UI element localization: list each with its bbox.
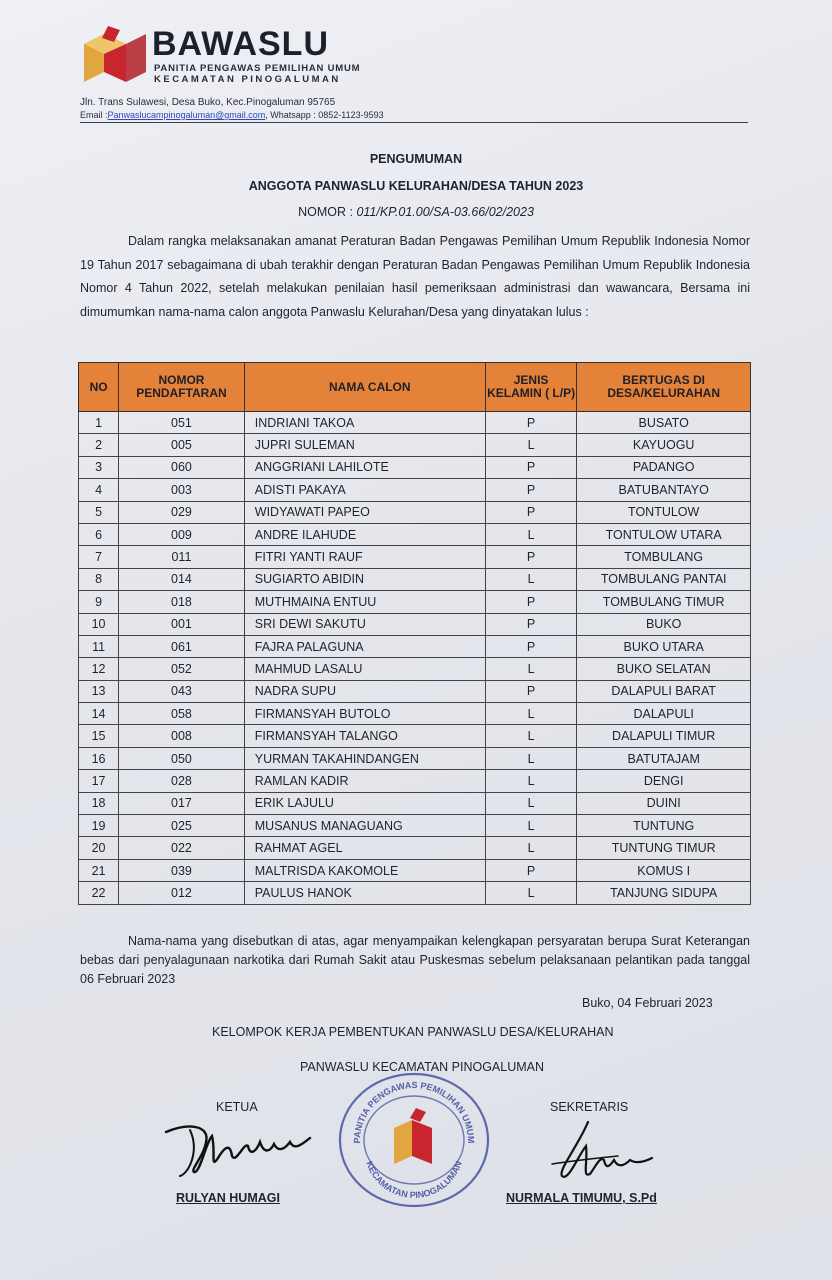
brand-subtitle-district: KECAMATAN PINOGALUMAN bbox=[154, 74, 341, 85]
cell-no: 4 bbox=[79, 479, 119, 501]
cell-no: 22 bbox=[79, 882, 119, 904]
cell-gender: L bbox=[485, 747, 577, 769]
cell-name: MALTRISDA KAKOMOLE bbox=[244, 859, 485, 881]
cell-registration: 011 bbox=[119, 546, 245, 568]
cell-no: 2 bbox=[79, 434, 119, 456]
table-row bbox=[79, 523, 751, 545]
cell-registration: 025 bbox=[119, 815, 245, 837]
cell-no: 6 bbox=[79, 523, 119, 545]
cell-name: FITRI YANTI RAUF bbox=[244, 546, 485, 568]
email-link[interactable]: Panwaslucampinogaluman@gmail.com bbox=[107, 110, 266, 120]
cell-assignment: TOMBULANG PANTAI bbox=[577, 568, 751, 590]
cell-gender: L bbox=[485, 658, 577, 680]
cell-registration: 018 bbox=[119, 591, 245, 613]
cell-assignment: BUKO SELATAN bbox=[577, 658, 751, 680]
ketua-label: KETUA bbox=[216, 1100, 258, 1114]
cell-registration: 017 bbox=[119, 792, 245, 814]
cell-gender: P bbox=[485, 635, 577, 657]
header-no: NO bbox=[79, 363, 119, 412]
cell-no: 7 bbox=[79, 546, 119, 568]
cell-name: ANDRE ILAHUDE bbox=[244, 523, 485, 545]
place-date: Buko, 04 Februari 2023 bbox=[582, 996, 713, 1010]
cell-assignment: BATUTAJAM bbox=[577, 747, 751, 769]
cell-gender: L bbox=[485, 792, 577, 814]
cell-registration: 058 bbox=[119, 703, 245, 725]
cell-name: MUSANUS MANAGUANG bbox=[244, 815, 485, 837]
announcement-heading: PENGUMUMAN bbox=[369, 152, 463, 166]
cell-registration: 001 bbox=[119, 613, 245, 635]
cell-no: 5 bbox=[79, 501, 119, 523]
cell-registration: 043 bbox=[119, 680, 245, 702]
cell-name: SUGIARTO ABIDIN bbox=[244, 568, 485, 590]
cell-no: 21 bbox=[79, 859, 119, 881]
cell-name: FIRMANSYAH TALANGO bbox=[244, 725, 485, 747]
cell-assignment: BUKO UTARA bbox=[577, 635, 751, 657]
table-row bbox=[79, 479, 751, 501]
cell-registration: 050 bbox=[119, 747, 245, 769]
brand-subtitle: PANITIA PENGAWAS PEMILIHAN UMUM bbox=[154, 63, 361, 74]
cell-no: 19 bbox=[79, 815, 119, 837]
cell-assignment: DENGI bbox=[577, 770, 751, 792]
cell-name: RAMLAN KADIR bbox=[244, 770, 485, 792]
cell-assignment: TUNTUNG bbox=[577, 815, 751, 837]
header-assignment: BERTUGAS DI DESA/KELURAHAN bbox=[577, 363, 751, 412]
cell-name: NADRA SUPU bbox=[244, 680, 485, 702]
cell-name: ERIK LAJULU bbox=[244, 792, 485, 814]
cell-name: PAULUS HANOK bbox=[244, 882, 485, 904]
table-row bbox=[79, 815, 751, 837]
table-row bbox=[79, 434, 751, 456]
cell-name: WIDYAWATI PAPEO bbox=[244, 501, 485, 523]
cell-assignment: DALAPULI TIMUR bbox=[577, 725, 751, 747]
table-row bbox=[79, 591, 751, 613]
ketua-name: RULYAN HUMAGI bbox=[176, 1191, 280, 1205]
cell-no: 20 bbox=[79, 837, 119, 859]
cell-gender: P bbox=[485, 456, 577, 478]
sekretaris-signature bbox=[548, 1116, 658, 1196]
brand-name: BAWASLU bbox=[152, 25, 329, 63]
cell-assignment: TOMBULANG TIMUR bbox=[577, 591, 751, 613]
cell-gender: L bbox=[485, 815, 577, 837]
cell-name: INDRIANI TAKOA bbox=[244, 412, 485, 434]
cell-assignment: KOMUS I bbox=[577, 859, 751, 881]
cell-assignment: PADANGO bbox=[577, 456, 751, 478]
cell-gender: L bbox=[485, 568, 577, 590]
cell-registration: 028 bbox=[119, 770, 245, 792]
cell-gender: P bbox=[485, 680, 577, 702]
cell-registration: 022 bbox=[119, 837, 245, 859]
bawaslu-logo bbox=[80, 24, 150, 86]
table-row bbox=[79, 837, 751, 859]
cell-gender: L bbox=[485, 770, 577, 792]
cell-no: 10 bbox=[79, 613, 119, 635]
address: Jln. Trans Sulawesi, Desa Buko, Kec.Pinogaluman 95765 bbox=[80, 97, 336, 108]
letterhead-divider bbox=[80, 122, 748, 123]
cell-name: YURMAN TAKAHINDANGEN bbox=[244, 747, 485, 769]
table-body bbox=[79, 412, 751, 905]
candidates-table bbox=[78, 362, 751, 905]
cell-gender: L bbox=[485, 725, 577, 747]
cell-assignment: DALAPULI bbox=[577, 703, 751, 725]
cell-name: SRI DEWI SAKUTU bbox=[244, 613, 485, 635]
header-registration: NOMOR PENDAFTARAN bbox=[119, 363, 245, 412]
cell-name: FIRMANSYAH BUTOLO bbox=[244, 703, 485, 725]
cell-gender: P bbox=[485, 859, 577, 881]
cell-assignment: DALAPULI BARAT bbox=[577, 680, 751, 702]
cell-gender: L bbox=[485, 434, 577, 456]
cell-assignment: TUNTUNG TIMUR bbox=[577, 837, 751, 859]
whatsapp: , Whatsapp : 0852-1123-9593 bbox=[265, 110, 384, 120]
table-row bbox=[79, 792, 751, 814]
table-row bbox=[79, 658, 751, 680]
table-row bbox=[79, 859, 751, 881]
sekretaris-name: NURMALA TIMUMU, S.Pd bbox=[506, 1191, 657, 1205]
cell-gender: P bbox=[485, 501, 577, 523]
cell-gender: P bbox=[485, 546, 577, 568]
table-row bbox=[79, 725, 751, 747]
cell-no: 14 bbox=[79, 703, 119, 725]
cell-no: 3 bbox=[79, 456, 119, 478]
cell-assignment: BATUBANTAYO bbox=[577, 479, 751, 501]
cell-registration: 014 bbox=[119, 568, 245, 590]
cell-no: 1 bbox=[79, 412, 119, 434]
sekretaris-label: SEKRETARIS bbox=[550, 1100, 629, 1114]
nomor-label: NOMOR : bbox=[298, 205, 353, 219]
official-stamp bbox=[336, 1070, 492, 1210]
cell-gender: P bbox=[485, 479, 577, 501]
contact-line bbox=[80, 110, 384, 120]
cell-assignment: BUKO bbox=[577, 613, 751, 635]
cell-assignment: TONTULOW UTARA bbox=[577, 523, 751, 545]
table-row bbox=[79, 501, 751, 523]
table-row bbox=[79, 747, 751, 769]
cell-gender: L bbox=[485, 837, 577, 859]
table-row bbox=[79, 635, 751, 657]
cell-no: 12 bbox=[79, 658, 119, 680]
cell-registration: 008 bbox=[119, 725, 245, 747]
cell-gender: P bbox=[485, 613, 577, 635]
cell-name: ADISTI PAKAYA bbox=[244, 479, 485, 501]
cell-registration: 005 bbox=[119, 434, 245, 456]
cell-gender: L bbox=[485, 882, 577, 904]
stamp-text-top: PANITIA PENGAWAS PEMILIHAN UMUM bbox=[351, 1079, 477, 1144]
cell-gender: P bbox=[485, 412, 577, 434]
nomor-value: 011/KP.01.00/SA-03.66/02/2023 bbox=[356, 205, 534, 219]
announcement-subheading: ANGGOTA PANWASLU KELURAHAN/DESA TAHUN 2023 bbox=[248, 179, 584, 193]
cell-no: 15 bbox=[79, 725, 119, 747]
office-name: PANWASLU KECAMATAN PINOGALUMAN bbox=[300, 1060, 545, 1074]
cell-gender: P bbox=[485, 591, 577, 613]
cell-name: FAJRA PALAGUNA bbox=[244, 635, 485, 657]
cell-registration: 060 bbox=[119, 456, 245, 478]
cell-registration: 029 bbox=[119, 501, 245, 523]
table-row bbox=[79, 703, 751, 725]
cell-no: 11 bbox=[79, 635, 119, 657]
stamp-text-bottom: KECAMATAN PINOGALUMAN bbox=[364, 1159, 464, 1201]
ketua-signature bbox=[160, 1112, 320, 1184]
cell-name: MUTHMAINA ENTUU bbox=[244, 591, 485, 613]
cell-registration: 003 bbox=[119, 479, 245, 501]
document-number bbox=[0, 205, 832, 219]
cell-name: RAHMAT AGEL bbox=[244, 837, 485, 859]
cell-assignment: TOMBULANG bbox=[577, 546, 751, 568]
cell-name: ANGGRIANI LAHILOTE bbox=[244, 456, 485, 478]
table-row bbox=[79, 770, 751, 792]
cell-name: MAHMUD LASALU bbox=[244, 658, 485, 680]
cell-name: JUPRI SULEMAN bbox=[244, 434, 485, 456]
cell-registration: 061 bbox=[119, 635, 245, 657]
cell-registration: 051 bbox=[119, 412, 245, 434]
intro-paragraph: Dalam rangka melaksanakan amanat Peraturan Badan Pengawas Pemilihan Umum Republik Indonesia Nomor 19 Tahun 2017 sebagaimana di ubah terakhir dengan Peraturan Badan Pengawas Pemilihan Umum Republik Indonesia Nomor 4 Tahun 2022, setelah melakukan penilaian hasil pemeriksaan administrasi dan wawancara, Bersama ini dimumumkan nama-nama calon anggota Panwaslu Kelurahan/Desa yang dinyatakan lulus : bbox=[80, 234, 750, 319]
svg-text:KECAMATAN PINOGALUMAN bbox=[364, 1160, 464, 1200]
table-row bbox=[79, 613, 751, 635]
table-row bbox=[79, 568, 751, 590]
cell-no: 16 bbox=[79, 747, 119, 769]
cell-registration: 012 bbox=[119, 882, 245, 904]
cell-no: 18 bbox=[79, 792, 119, 814]
cell-assignment: DUINI bbox=[577, 792, 751, 814]
cell-registration: 039 bbox=[119, 859, 245, 881]
cell-registration: 052 bbox=[119, 658, 245, 680]
cell-no: 17 bbox=[79, 770, 119, 792]
cell-gender: L bbox=[485, 703, 577, 725]
cell-registration: 009 bbox=[119, 523, 245, 545]
cell-assignment: TANJUNG SIDUPA bbox=[577, 882, 751, 904]
table-row bbox=[79, 546, 751, 568]
cell-assignment: BUSATO bbox=[577, 412, 751, 434]
committee-name: KELOMPOK KERJA PEMBENTUKAN PANWASLU DESA/KELURAHAN bbox=[212, 1025, 614, 1039]
table-row bbox=[79, 412, 751, 434]
table-row bbox=[79, 882, 751, 904]
cell-assignment: KAYUOGU bbox=[577, 434, 751, 456]
cell-gender: L bbox=[485, 523, 577, 545]
cell-no: 13 bbox=[79, 680, 119, 702]
cell-no: 8 bbox=[79, 568, 119, 590]
cell-no: 9 bbox=[79, 591, 119, 613]
email-label: Email : bbox=[80, 110, 108, 120]
header-name: NAMA CALON bbox=[244, 363, 485, 412]
cell-assignment: TONTULOW bbox=[577, 501, 751, 523]
table-row bbox=[79, 456, 751, 478]
header-gender: JENIS KELAMIN ( L/P) bbox=[485, 363, 577, 412]
table-header-row bbox=[79, 363, 751, 412]
closing-note: Nama-nama yang disebutkan di atas, agar menyampaikan kelengkapan persyaratan berupa Surat Keterangan bebas dari penyalagunaan narkotika dari Rumah Sakit atau Puskesmas sebelum pelaksanaan pelantikan pada tanggal 06 Februari 2023 bbox=[80, 934, 750, 986]
table-row bbox=[79, 680, 751, 702]
